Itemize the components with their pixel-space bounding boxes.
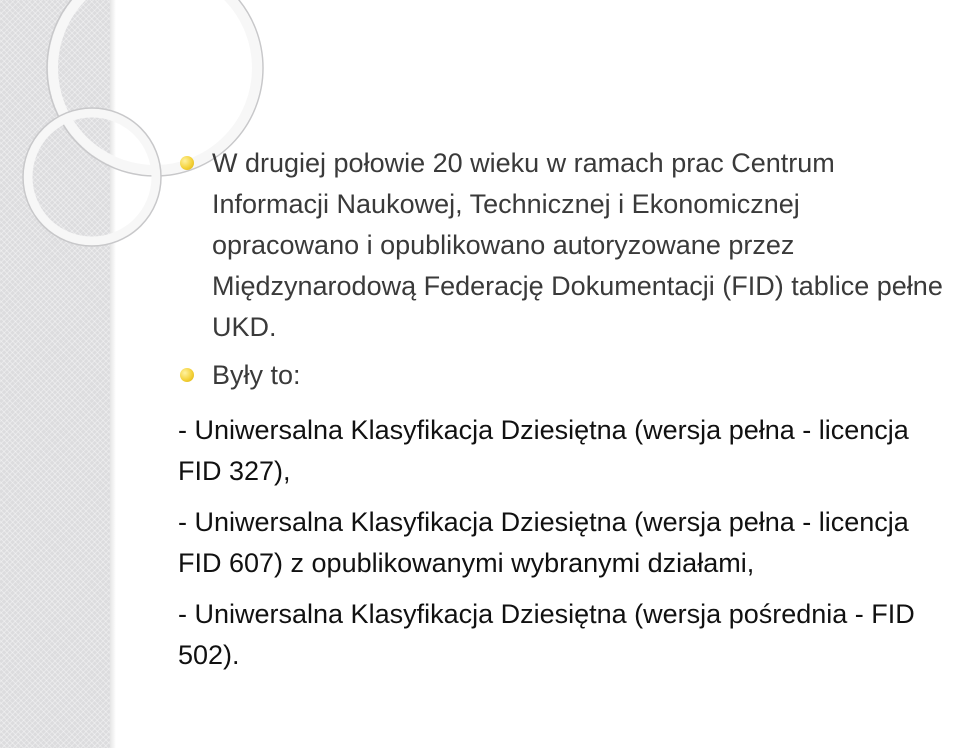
decorative-ring-small-outline [23,108,161,246]
bullet-item [178,355,948,396]
list-item: - Uniwersalna Klasyfikacja Dziesiętna (wersja pośrednia - FID 502). [178,599,915,670]
decorative-ring-small [28,113,156,241]
list-item: - Uniwersalna Klasyfikacja Dziesiętna (wersja pełna - licencja FID 327), [178,415,909,486]
list-item: - Uniwersalna Klasyfikacja Dziesiętna (wersja pełna - licencja FID 607) z opublikowanymi wybranymi działami, [178,507,909,578]
bullet-item [178,143,948,348]
bullet-text: Były to: [212,360,301,390]
bullet-icon [180,368,194,382]
slide-content [178,143,948,676]
bullet-icon [180,156,194,170]
bullet-text: W drugiej połowie 20 wieku w ramach prac Centrum Informacji Naukowej, Technicznej i Ekonomicznej opracowano i opublikowano autoryzowane przez Międzynarodową Federację Dokumentacji (FID) tablice pełne UKD. [212,148,943,342]
